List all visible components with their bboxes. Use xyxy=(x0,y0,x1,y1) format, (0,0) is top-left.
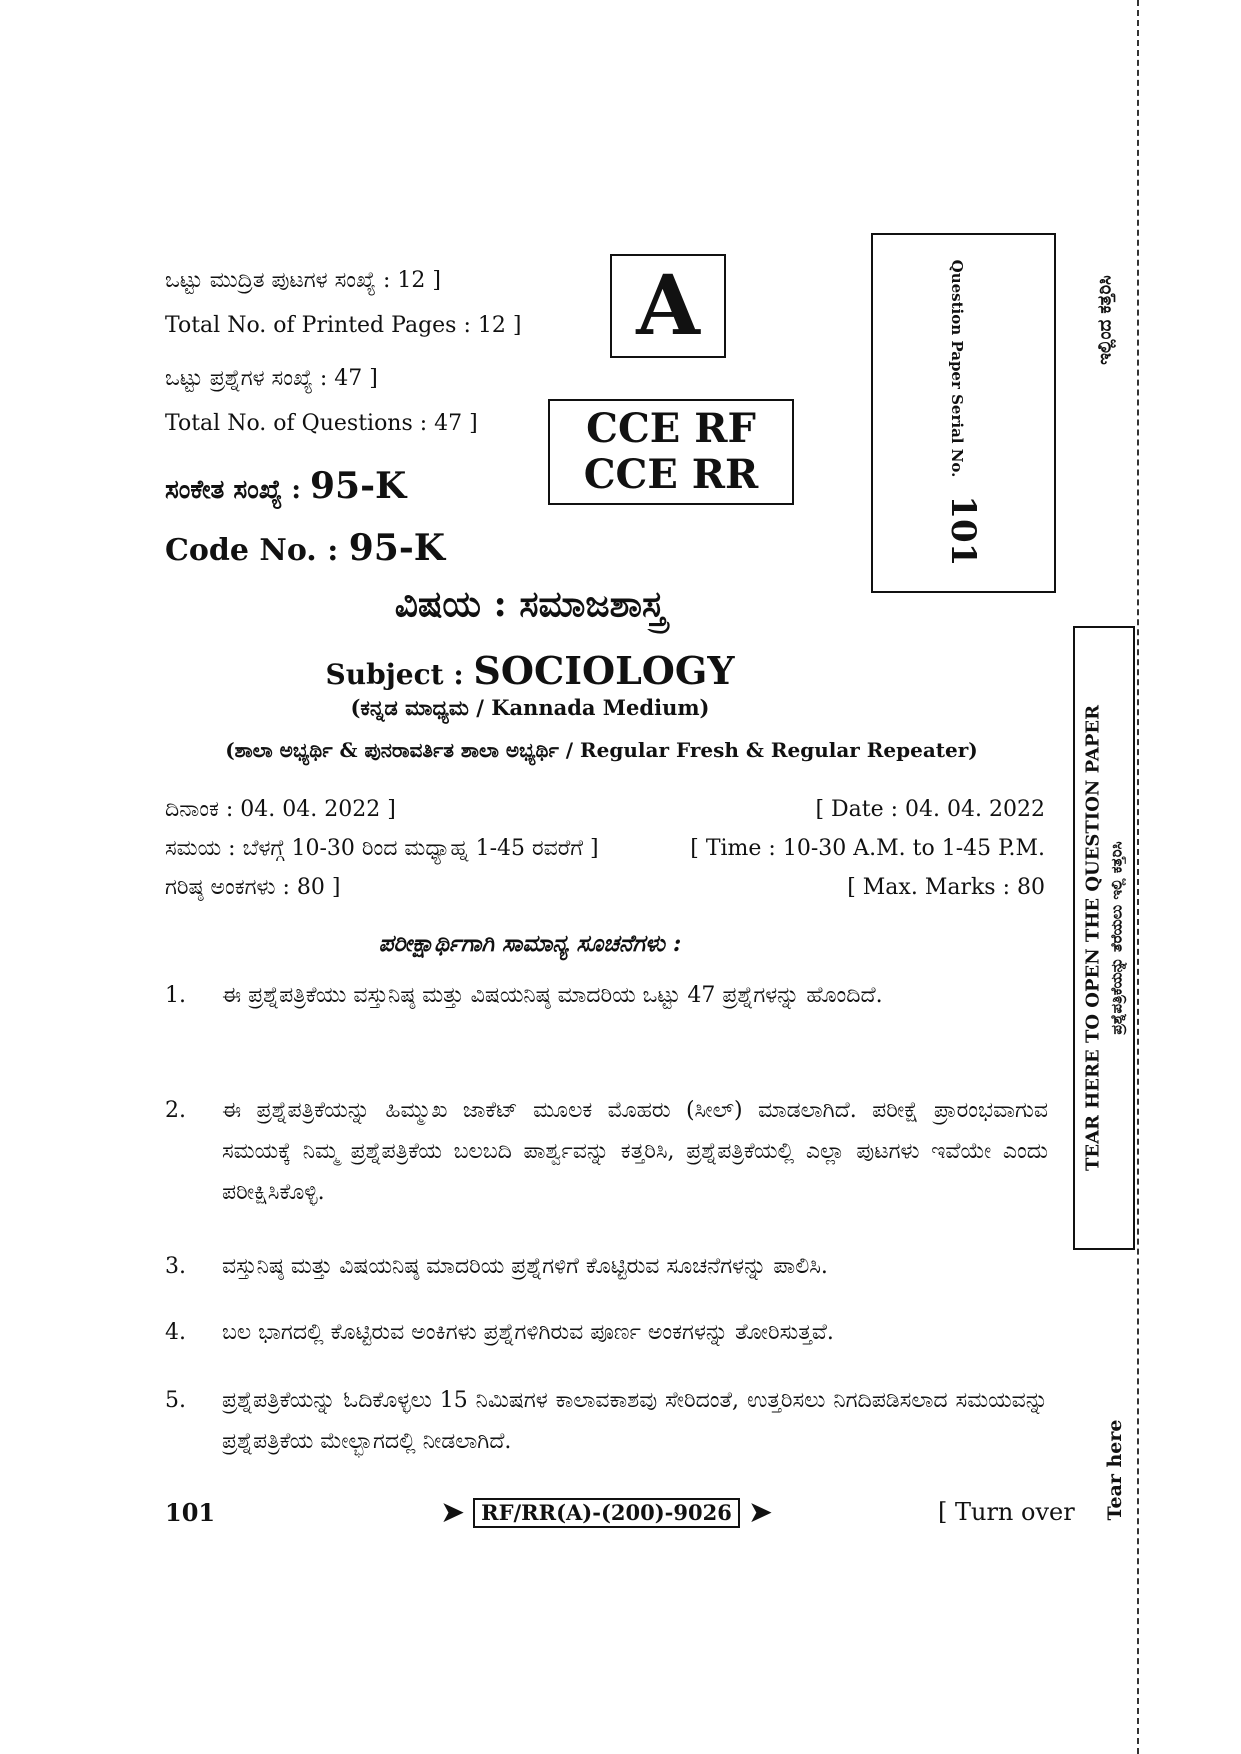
instruction-number: 2. xyxy=(165,1098,186,1123)
tear-instruction-kannada: ಪ್ರಶ್ನೆಪತ್ರಿಕೆಯನ್ನು ತೆರೆಯಲು ಇಲ್ಲಿ ಕತ್ತರಿಸಿ xyxy=(1107,841,1126,1035)
arrow-right-icon: ➤ xyxy=(747,1495,773,1530)
instruction-text: ಪ್ರಶ್ನೆಪತ್ರಿಕೆಯನ್ನು ಓದಿಕೊಳ್ಳಲು 15 ನಿಮಿಷಗಳ ಕಾಲಾವಕಾಶವು ಸೇರಿದಂತೆ, ಉತ್ತರಿಸಲು ನಿಗದಿಪಡಿಸಲಾದ ಸಮಯವನ್ನು ಪ್ರಶ್ನೆಪತ್ರಿಕೆಯ ಮೇಲ್ಭಾಗದಲ್ಲಿ ನೀಡಲಾಗಿದೆ. xyxy=(222,1388,1048,1454)
footer-turn-over: [ Turn over xyxy=(938,1498,1075,1526)
subject-english xyxy=(0,648,1060,693)
date-kannada: ದಿನಾಂಕ : 04. 04. 2022 ] xyxy=(165,797,396,822)
code-kn-value: 95-K xyxy=(309,465,407,507)
instruction-item-5 xyxy=(165,1380,1048,1462)
tear-dashed-line xyxy=(1137,0,1139,1754)
code-kn-label: ಸಂಕೇತ ಸಂಖ್ಯೆ : xyxy=(165,475,310,505)
scheme-line-1: CCE RF xyxy=(586,405,756,452)
subject-en-label: Subject : xyxy=(325,658,474,691)
date-row xyxy=(165,797,1045,822)
candidate-type-line: (ಶಾಲಾ ಅಭ್ಯರ್ಥಿ & ಪುನರಾವರ್ತಿತ ಶಾಲಾ ಅಭ್ಯರ್ಥಿ / Regular Fresh & Regular Repeater) xyxy=(225,738,978,762)
instruction-number: 3. xyxy=(165,1254,186,1279)
arrow-right-icon: ➤ xyxy=(440,1495,466,1530)
date-english: [ Date : 04. 04. 2022 xyxy=(815,797,1045,822)
total-questions-english: Total No. of Questions : 47 ] xyxy=(165,411,478,436)
serial-label: Question Paper Serial No. xyxy=(948,259,966,478)
footer-page-code: 101 xyxy=(165,1498,216,1527)
marks-kannada: ಗರಿಷ್ಠ ಅಂಕಗಳು : 80 ] xyxy=(165,875,341,900)
instruction-number: 4. xyxy=(165,1320,186,1345)
tear-instruction-english: TEAR HERE TO OPEN THE QUESTION PAPER xyxy=(1082,704,1104,1172)
instruction-item-2 xyxy=(165,1090,1048,1213)
marks-row xyxy=(165,875,1045,900)
code-number-kannada xyxy=(165,465,406,507)
time-kannada: ಸಮಯ : ಬೆಳಗ್ಗೆ 10-30 ರಿಂದ ಮಧ್ಯಾಹ್ನ 1-45 ರವರೆಗೆ ] xyxy=(165,836,599,861)
time-english: [ Time : 10-30 A.M. to 1-45 P.M. xyxy=(690,836,1045,861)
time-row xyxy=(165,836,1045,861)
code-number-english xyxy=(165,527,445,569)
instruction-text: ಈ ಪ್ರಶ್ನೆಪತ್ರಿಕೆಯು ವಸ್ತುನಿಷ್ಠ ಮತ್ತು ವಿಷಯನಿಷ್ಠ ಮಾದರಿಯ ಒಟ್ಟು 47 ಪ್ರಶ್ನೆಗಳನ್ನು ಹೊಂದಿದೆ. xyxy=(222,983,883,1008)
cut-here-kannada: ಇಲ್ಲಿಂದ ಕತ್ತರಿಸಿ xyxy=(1094,275,1116,365)
instruction-text: ಬಲ ಭಾಗದಲ್ಲಿ ಕೊಟ್ಟಿರುವ ಅಂಕಿಗಳು ಪ್ರಶ್ನೆಗಳಿಗಿರುವ ಪೂರ್ಣ ಅಂಕಗಳನ್ನು ತೋರಿಸುತ್ತವೆ. xyxy=(222,1320,834,1345)
serial-number-rotated xyxy=(943,260,983,567)
scheme-line-2: CCE RR xyxy=(583,451,759,498)
scheme-box xyxy=(548,399,794,505)
marks-english: [ Max. Marks : 80 xyxy=(847,875,1045,900)
code-en-value: 95-K xyxy=(348,527,446,569)
instructions-title: ಪರೀಕ್ಷಾರ್ಥಿಗಾಗಿ ಸಾಮಾನ್ಯ ಸೂಚನೆಗಳು : xyxy=(378,930,682,957)
subject-kannada: ವಿಷಯ : ಸಮಾಜಶಾಸ್ತ್ರ xyxy=(394,583,666,625)
code-en-label: Code No. : xyxy=(165,533,349,568)
tear-here-label: Tear here xyxy=(1104,1419,1126,1521)
instruction-text: ವಸ್ತುನಿಷ್ಠ ಮತ್ತು ವಿಷಯನಿಷ್ಠ ಮಾದರಿಯ ಪ್ರಶ್ನೆಗಳಿಗೆ ಕೊಟ್ಟಿರುವ ಸೂಚನೆಗಳನ್ನು ಪಾಲಿಸಿ. xyxy=(222,1254,828,1279)
version-letter-box: A xyxy=(610,254,726,358)
serial-number: 101 xyxy=(943,495,983,567)
instruction-item-1 xyxy=(165,975,1048,1016)
instruction-number: 1. xyxy=(165,983,186,1008)
subject-en-value: SOCIOLOGY xyxy=(473,648,735,693)
footer-print-code-group xyxy=(440,1495,773,1530)
instruction-item-3 xyxy=(165,1246,1048,1287)
total-questions-kannada: ಒಟ್ಟು ಪ್ರಶ್ನೆಗಳ ಸಂಖ್ಯೆ : 47 ] xyxy=(165,366,378,391)
instruction-number: 5. xyxy=(165,1388,186,1413)
total-pages-english: Total No. of Printed Pages : 12 ] xyxy=(165,313,522,338)
total-pages-kannada: ಒಟ್ಟು ಮುದ್ರಿತ ಪುಟಗಳ ಸಂಖ್ಯೆ : 12 ] xyxy=(165,268,441,293)
medium-line: (ಕನ್ನಡ ಮಾಧ್ಯಮ / Kannada Medium) xyxy=(350,695,710,720)
instruction-text: ಈ ಪ್ರಶ್ನೆಪತ್ರಿಕೆಯನ್ನು ಹಿಮ್ಮುಖ ಜಾಕೆಟ್ ಮೂಲಕ ಮೊಹರು (ಸೀಲ್) ಮಾಡಲಾಗಿದೆ. ಪರೀಕ್ಷೆ ಪ್ರಾರಂಭವಾಗುವ ಸಮಯಕ್ಕೆ ನಿಮ್ಮ ಪ್ರಶ್ನೆಪತ್ರಿಕೆಯ ಬಲಬದಿ ಪಾರ್ಶ್ವವನ್ನು ಕತ್ತರಿಸಿ, ಪ್ರಶ್ನೆಪತ್ರಿಕೆಯಲ್ಲಿ ಎಲ್ಲಾ ಪುಟಗಳು ಇವೆಯೇ ಎಂದು ಪರೀಕ್ಷಿಸಿಕೊಳ್ಳಿ. xyxy=(222,1098,1048,1205)
tear-instruction-rotated xyxy=(1083,705,1126,1171)
footer-print-code: RF/RR(A)-(200)-9026 xyxy=(473,1498,740,1528)
instruction-item-4 xyxy=(165,1312,1048,1353)
